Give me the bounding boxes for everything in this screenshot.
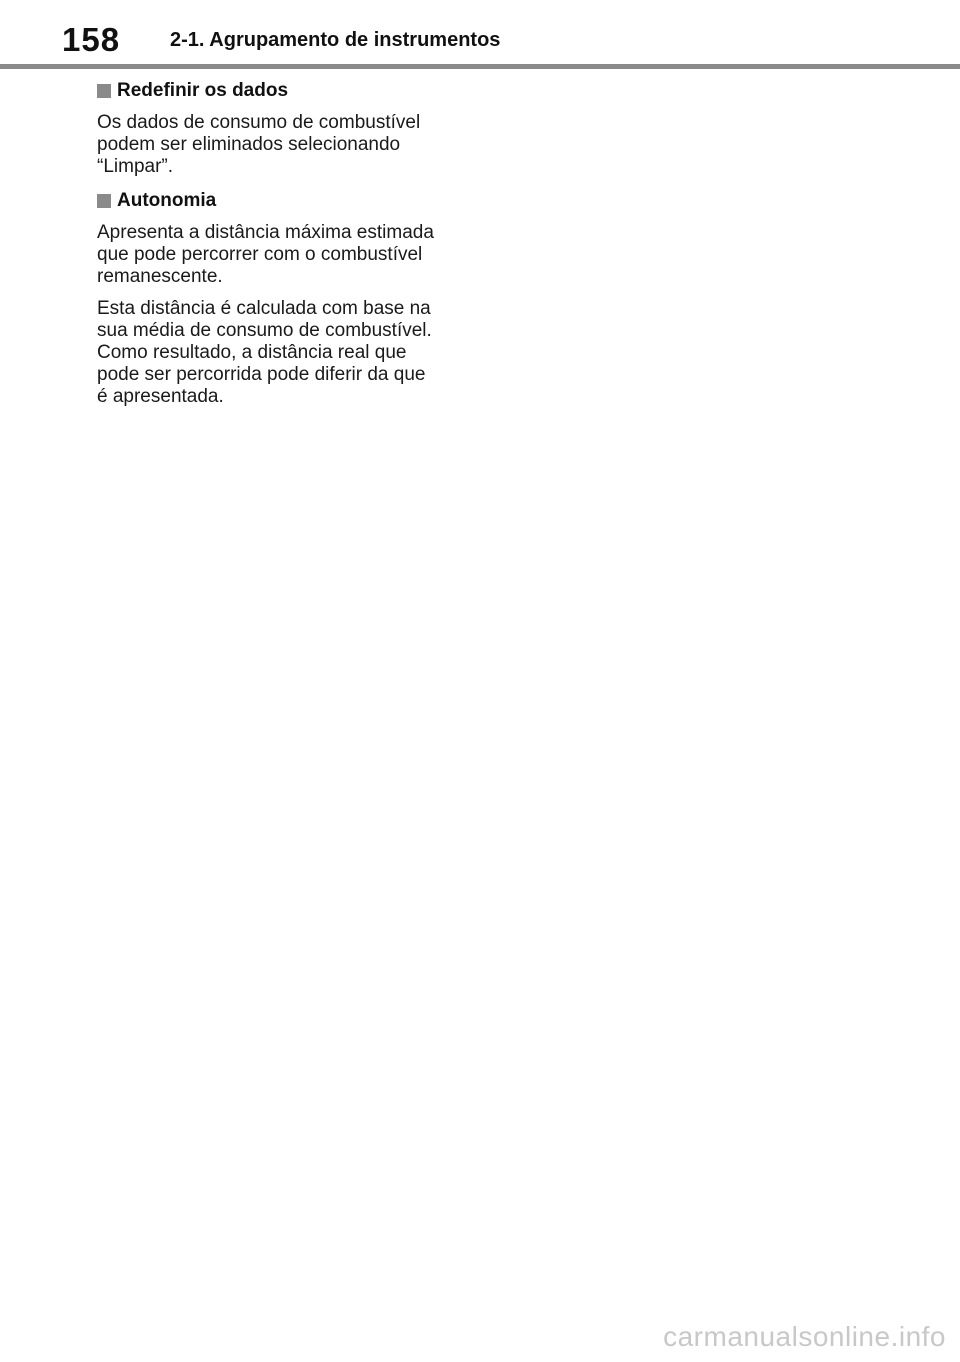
section-heading-text: Redefinir os dados	[117, 80, 289, 101]
page-number: 158	[62, 21, 121, 58]
paragraph: Os dados de consumo de combustível podem ser eliminados selecionando “Limpar”.	[97, 112, 421, 177]
section-heading	[97, 78, 477, 104]
square-bullet-icon	[97, 194, 111, 208]
paragraph: Esta distância é calculada com base na sua média de consumo de combustível. Como resultado, a distância real que pode ser percorrida pode diferir da que é apresentada.	[97, 298, 432, 407]
paragraph: Apresenta a distância máxima estimada que pode percorrer com o combustível remanescente.	[97, 222, 434, 287]
main-content	[97, 78, 477, 418]
section-title: 2-1. Agrupamento de instrumentos	[170, 29, 501, 51]
header-divider	[0, 64, 960, 69]
section-reset-data	[97, 78, 477, 178]
section-range	[97, 188, 477, 408]
section-heading	[97, 188, 477, 214]
section-heading-text: Autonomia	[117, 190, 217, 211]
watermark: carmanualsonline.info	[663, 1321, 946, 1352]
page-header	[0, 0, 960, 70]
square-bullet-icon	[97, 84, 111, 98]
